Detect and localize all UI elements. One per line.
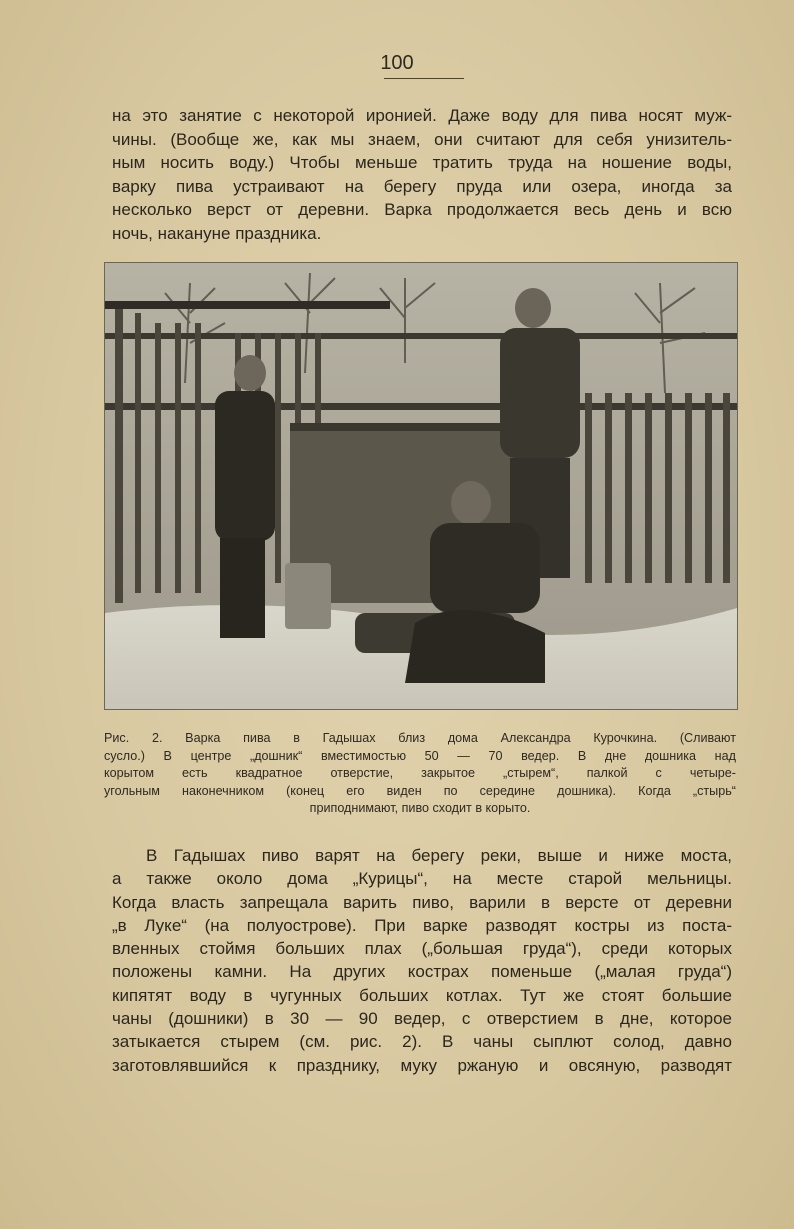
text-line: Когда власть запрещала варить пиво, варили в версте от деревни [112, 892, 732, 912]
text-line: заготовлявшийся к празднику, муку ржаную и овсяную, разводят [112, 1055, 732, 1075]
text-line: затыкается стырем (см. рис. 2). В чаны сыплют солод, давно [112, 1032, 732, 1052]
text-line: положены камни. На других кострах поменьше („малая груда“) [112, 962, 732, 982]
caption-line: корытом есть квадратное отверстие, закрытое „стырем“, палкой с четыре- [104, 766, 736, 780]
text-line: кипятят воду в чугунных больших котлах. Тут же стоят большие [112, 985, 732, 1005]
caption-line: сусло.) В центре „дошник“ вместимостью 50 — 70 ведер. В дне дошника над [104, 748, 736, 763]
caption-line: Рис. 2. Варка пива в Гадышах близ дома Александра Курочкина. (Сливают [104, 731, 736, 745]
text-line: вленных стоймя больших плах („большая груда“), среди которых [112, 939, 732, 959]
paragraph-1 [112, 104, 732, 246]
text-line: на это занятие с некоторой иронией. Даже воду для пива носят муж- [112, 106, 732, 125]
caption-line: угольным наконечником (конец его виден по середине дошника). Когда „стырь“ [104, 783, 736, 798]
photograph-beer-brewing [104, 262, 738, 710]
text-line: В Гадышах пиво варят на берегу реки, выше и ниже моста, [146, 846, 732, 865]
text-line: чаны (дошники) в 30 — 90 ведер, с отверстием в дне, которое [112, 1009, 732, 1029]
text-line: ночь, накануне праздника. [112, 223, 322, 243]
text-line: варку пива устраивают на берегу пруда или озера, иногда за [112, 176, 732, 196]
page-number: 100 [380, 52, 414, 74]
page-number-rule [384, 78, 464, 79]
caption-line: приподнимают, пиво сходит в корыто. [309, 801, 531, 815]
paragraph-2 [112, 844, 732, 1077]
text-line: чины. (Вообще же, как мы знаем, они считают для себя унизитель- [112, 129, 732, 149]
text-line: а также около дома „Курицы“, на месте старой мельницы. [112, 869, 732, 889]
text-line: ным носить воду.) Чтобы меньше тратить труда на ношение воды, [112, 153, 732, 173]
figure-caption [104, 730, 736, 818]
text-line: несколько верст от деревни. Варка продолжается весь день и всю [112, 200, 732, 220]
text-line: „в Луке“ (на полуострове). При варке разводят костры из поста- [112, 915, 732, 935]
